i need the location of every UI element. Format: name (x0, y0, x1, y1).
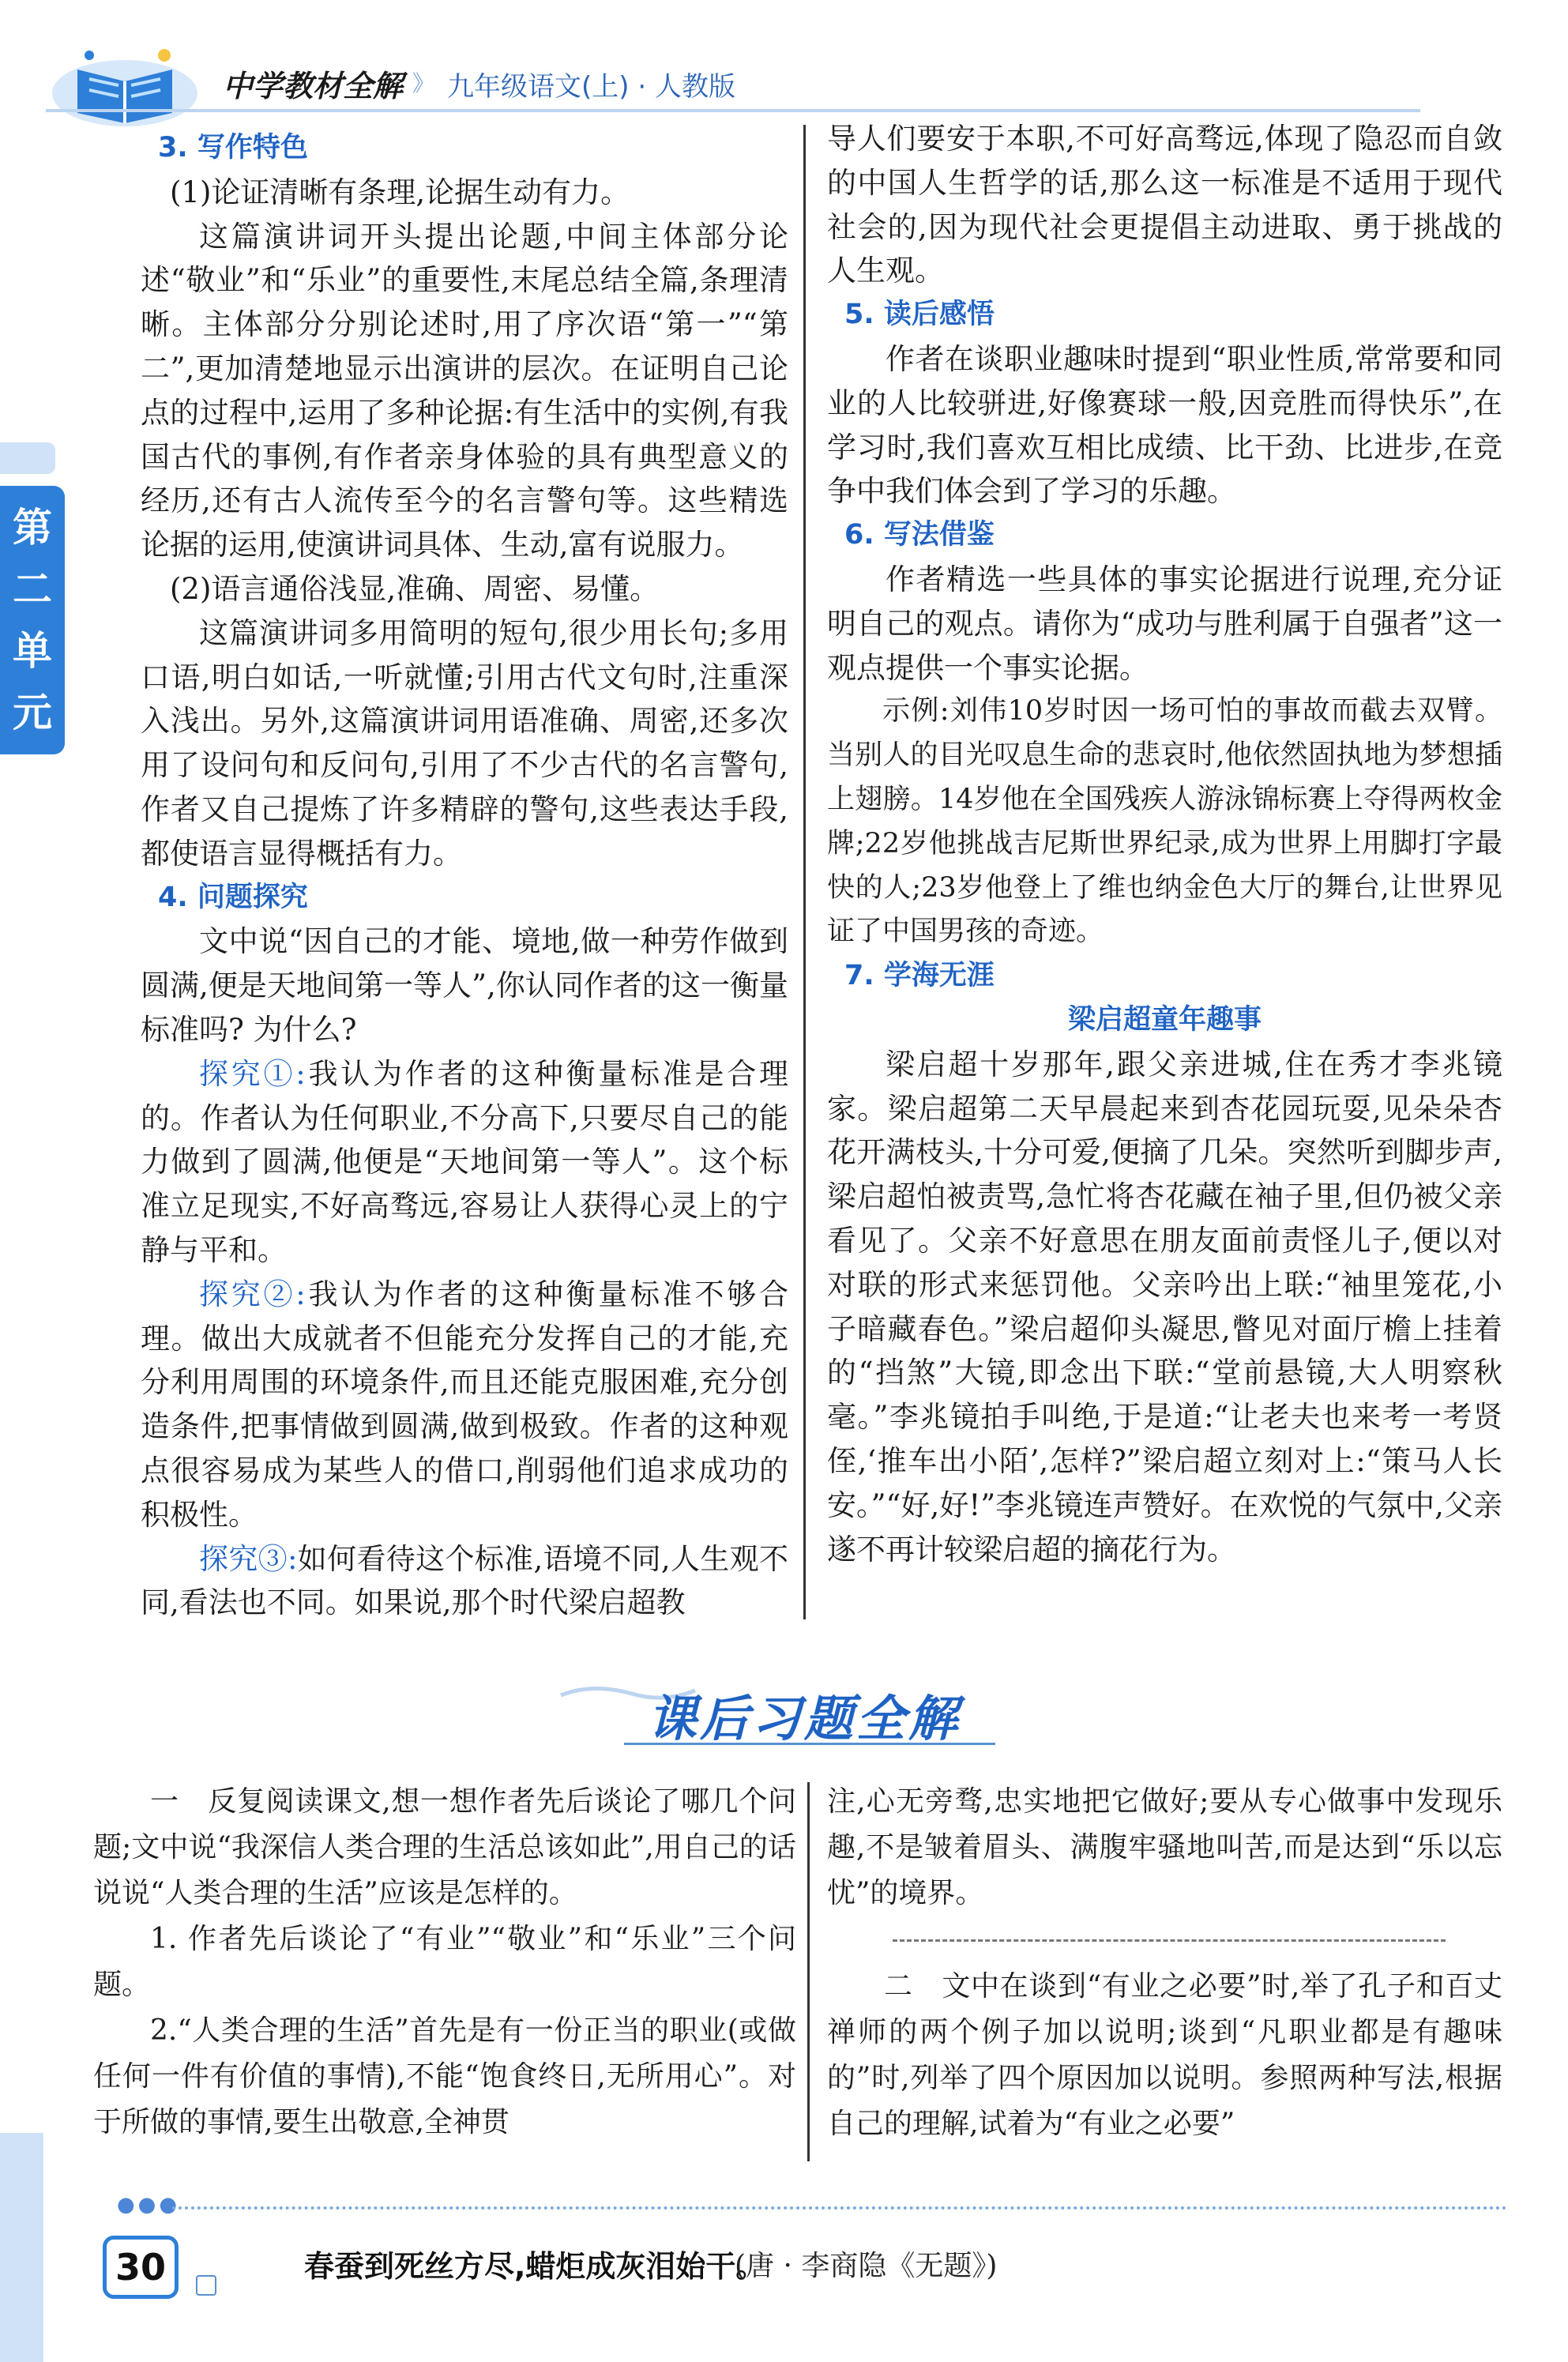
inquiry-label: 探究③: (199, 1541, 298, 1576)
body-paragraph: (1)论证清晰有条理,论据生动有力。 (170, 175, 630, 209)
page-number: 30 (103, 2236, 179, 2299)
body-paragraph: 文中说“因自己的才能、境地,做一种劳作做到圆满,便是天地间第一等人”,你认同作者的这一衡量标准吗? 为什么? (141, 924, 788, 1047)
body-paragraph: 作者在谈职业趣味时提到“职业性质,常常要和同业的人比较骈进,好像赛球一般,因竞胜而得快乐”,在学习时,我们喜欢互相比成绩、比干劲、比进步,在竞争中我们体会到了学习的乐趣。 (827, 341, 1502, 509)
footer-quote: 春蚕到死丝方尽,蜡炬成灰泪始干。 (304, 2249, 766, 2284)
body-paragraph: 1. 作者先后谈论了“有业”“敬业”和“乐业”三个问题。 (93, 1923, 796, 2001)
column-divider (803, 125, 806, 1619)
body-paragraph: 导人们要安于本职,不可好高骛远,体现了隐忍而自敛的中国人生哲学的话,那么这一标准是不适用于现代社会的,因为现代社会更提倡主动进取、勇于挑战的人生观。 (827, 122, 1502, 288)
footer-rule (172, 2206, 1507, 2210)
inquiry-paragraph (141, 1537, 788, 1626)
section-heading: 7. 学海无涯 (844, 960, 995, 992)
tab-decoration (0, 442, 55, 474)
unit-tab-char: 第 (13, 505, 52, 551)
inquiry-label: 探究①: (199, 1056, 306, 1091)
story-title: 梁启超童年趣事 (1067, 1003, 1262, 1036)
book-subtitle: 九年级语文(上) · 人教版 (447, 71, 735, 103)
unit-tab (0, 486, 65, 754)
inquiry-paragraph (141, 1273, 788, 1537)
header-rule (46, 109, 1420, 112)
inquiry-text: 我认为作者的这种衡量标准是合理的。作者认为任何职业,不分高下,只要尽自己的能力做到了圆满,他便是“天地间第一等人”。这个标准立足现实,不好高骛远,容易让人获得心灵上的宁静与平和。 (141, 1056, 789, 1267)
body-paragraph: 一 反复阅读课文,想一想作者先后谈论了哪几个问题;文中说“我深信人类合理的生活总该如此”,用自己的话说说“人类合理的生活”应该是怎样的。 (93, 1785, 796, 1909)
unit-tab-char: 二 (13, 566, 52, 612)
body-paragraph: (2)语言通俗浅显,准确、周密、易懂。 (170, 571, 660, 606)
body-paragraph: 这篇演讲词开头提出论题,中间主体部分论述“敬业”和“乐业”的重要性,末尾总结全篇,条理清晰。主体部分分别论述时,用了序次语“第一”“第二”,更加清楚地显示出演讲的层次。在证明自己论点的过程中,运用了多种论据:有生活中的实例,有我国古代的事例,有作者亲身体验的具有典型意义的经历,还有古人流传至今的名言警句等。这些精选论据的运用,使演讲词具体、生动,富有说服力。 (141, 219, 788, 562)
unit-tab-char: 元 (13, 690, 52, 735)
bottom-column-divider (807, 1782, 810, 2161)
book-logo-icon (46, 38, 204, 133)
exercise-answer-continued: 注,心无旁骛,忠实地把它做好;要从专心做事中发现乐趣,不是皱着眉头、满腹牢骚地叫苦,而是达到“乐以忘忧”的境界。 (827, 1785, 1502, 1909)
footer-dots-icon: ●●● (117, 2193, 181, 2217)
body-paragraph: 作者精选一些具体的事实论据进行说理,充分证明自己的观点。请你为“成功与胜利属于自强者”这一观点提供一个事实论据。 (827, 562, 1502, 685)
body-paragraph: 2.“人类合理的生活”首先是有一份正当的职业(或做任何一件有价值的事情),不能“饱食终日,无所用心”。对于所做的事情,要生出敬意,全神贯 (93, 2014, 796, 2138)
inquiry-paragraph (141, 1052, 788, 1273)
section-heading: 5. 读后感悟 (844, 299, 995, 331)
section-heading: 4. 问题探究 (158, 881, 308, 913)
section-banner-title: 课后习题全解 (648, 1690, 961, 1747)
left-column (141, 126, 788, 1625)
footer-side-strip (0, 2133, 43, 2362)
banner-underline (624, 1743, 995, 1745)
right-column (827, 117, 1502, 1571)
footer-quote-source: (唐 · 李商隐《无题》) (735, 2250, 998, 2282)
section-heading: 3. 写作特色 (158, 132, 308, 164)
exercise-right-column (827, 1779, 1502, 2147)
book-series-title: 中学教材全解 (223, 69, 404, 103)
inquiry-text: 我认为作者的这种衡量标准不够合理。做出大成就者不但能充分发挥自己的才能,充分利用周围的环境条件,而且还能克服困难,充分创造条件,把事情做到圆满,做到极致。作者的这种观点很容易成为某些人的借口,削弱他们追求成功的积极性。 (141, 1277, 789, 1532)
inquiry-label: 探究②: (199, 1277, 306, 1311)
chevron-right-icon: 》 (412, 70, 435, 96)
body-paragraph: 示例:刘伟10岁时因一场可怕的事故而截去双臂。当别人的目光叹息生命的悲哀时,他依然固执地为梦想插上翅膀。14岁他在全国残疾人游泳锦标赛上夺得两枚金牌;22岁他挑战吉尼斯世界纪录,成为世界上用脚打字最快的人;23岁他登上了维也纳金色大厅的舞台,让世界见证了中国男孩的奇迹。 (827, 695, 1502, 948)
inquiry-text: 如何看待这个标准,语境不同,人生观不同,看法也不同。如果说,那个时代梁启超教 (141, 1541, 788, 1620)
unit-tab-char: 单 (13, 628, 52, 674)
section-heading: 6. 写法借鉴 (844, 519, 995, 551)
exercise-question-2: 二 文中在谈到“有业之必要”时,举了孔子和百丈禅师的两个例子加以说明;谈到“凡职业都是有趣味的”时,列举了四个原因加以说明。参照两种写法,根据自己的理解,试着为“有业之必要” (827, 1970, 1502, 2140)
exercise-left-column (93, 1779, 796, 2146)
dashed-separator (893, 1939, 1446, 1942)
body-paragraph: 这篇演讲词多用简明的短句,很少用长句;多用口语,明白如话,一听就懂;引用古代文句时,注重深入浅出。另外,这篇演讲词用语准确、周密,还多次用了设问句和反问句,引用了不少古代的名言警句,作者又自己提炼了许多精辟的警句,这些表达手段,都使语言显得概括有力。 (141, 615, 788, 871)
page-deco-icon (196, 2275, 216, 2296)
body-paragraph: 梁启超十岁那年,跟父亲进城,住在秀才李兆镜家。梁启超第二天早晨起来到杏花园玩耍,见朵朵杏花开满枝头,十分可爱,便摘了几朵。突然听到脚步声,梁启超怕被责骂,急忙将杏花藏在袖子里,但仍被父亲看见了。父亲不好意思在朋友面前责怪儿子,便以对对联的形式来惩罚他。父亲吟出上联:“袖里笼花,小子暗藏春色。”梁启超仰头凝思,瞥见对面厅檐上挂着的“挡煞”大镜,即念出下联:“堂前悬镜,大人明察秋毫。”李兆镜拍手叫绝,于是道:“让老夫也来考一考贤侄,‘推车出小陌’,怎样?”梁启超立刻对上:“策马人长安。”“好,好!”李兆镜连声赞好。在欢悦的气氛中,父亲遂不再计较梁启超的摘花行为。 (827, 1047, 1502, 1567)
